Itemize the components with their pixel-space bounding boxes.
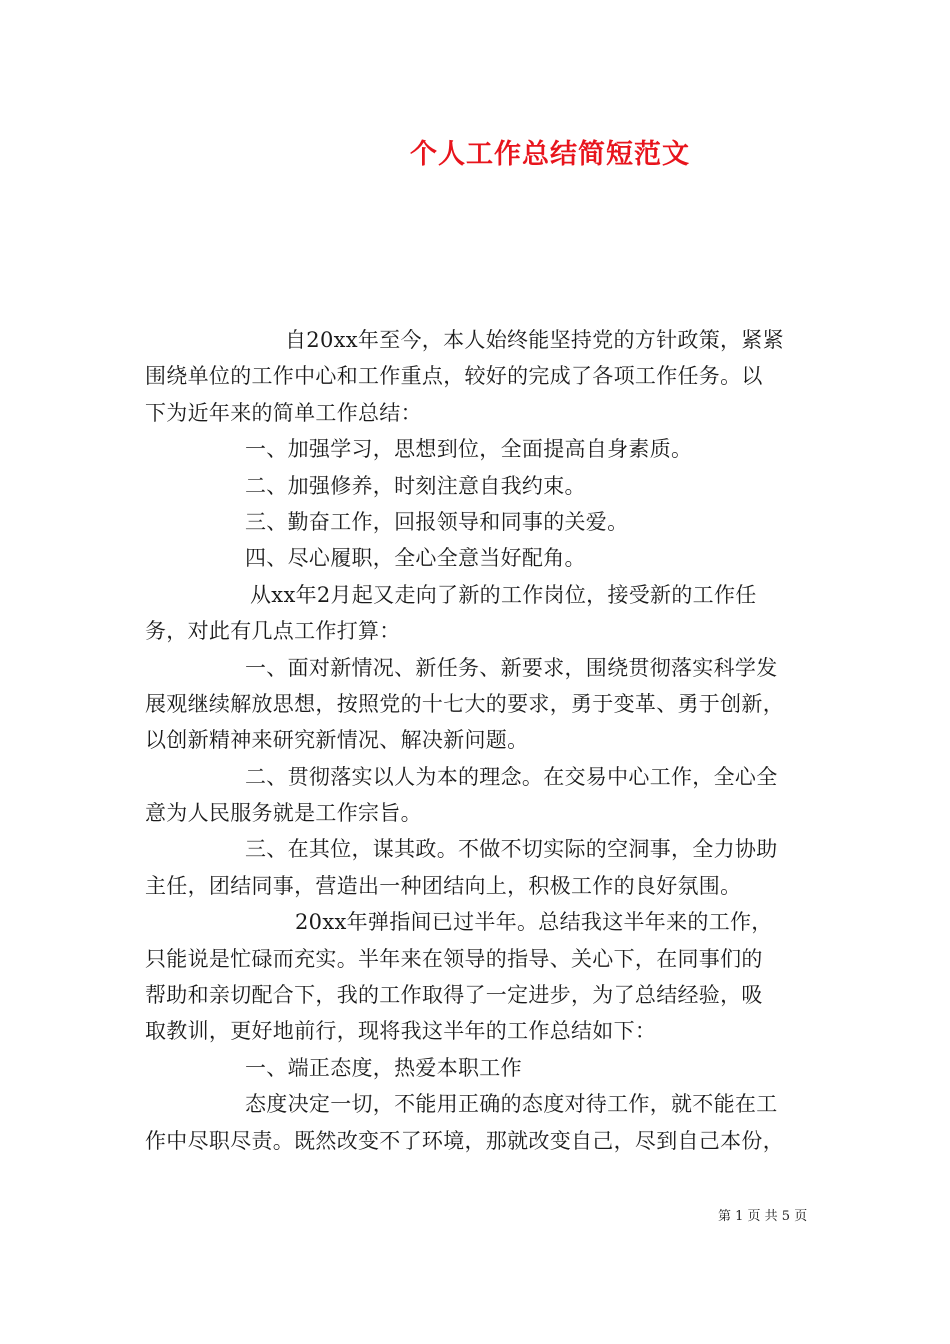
text-line: 下为近年来的简单工作总结： bbox=[145, 400, 422, 425]
page-number-footer: 第 1 页 共 5 页 bbox=[718, 1209, 808, 1224]
text-line: 二、加强修养，时刻注意自我约束。 bbox=[245, 473, 586, 498]
text-line: 从xx年2月起又走向了新的工作岗位，接受新的工作任 bbox=[250, 582, 757, 607]
text-line: 围绕单位的工作中心和工作重点，较好的完成了各项工作任务。以 bbox=[145, 364, 763, 389]
text-line: 主任，团结同事，营造出一种团结向上，积极工作的良好氛围。 bbox=[145, 873, 742, 898]
text-line: 一、端正态度，热爱本职工作 bbox=[245, 1055, 522, 1080]
text-line: 一、加强学习，思想到位，全面提高自身素质。 bbox=[245, 437, 693, 462]
text-line: 取教训，更好地前行，现将我这半年的工作总结如下： bbox=[145, 1019, 657, 1044]
text-line: 自20xx年至今，本人始终能坚持党的方针政策，紧紧 bbox=[285, 328, 784, 352]
text-line: 务，对此有几点工作打算： bbox=[145, 619, 401, 644]
text-line: 展观继续解放思想，按照党的十七大的要求，勇于变革、勇于创新， bbox=[145, 691, 784, 716]
text-line: 三、勤奋工作，回报领导和同事的关爱。 bbox=[245, 509, 629, 534]
text-line: 四、尽心履职，全心全意当好配角。 bbox=[245, 546, 586, 571]
document-title: 个人工作总结简短范文 bbox=[410, 139, 690, 170]
text-line: 作中尽职尽责。既然改变不了环境，那就改变自己，尽到自己本份， bbox=[145, 1128, 784, 1153]
text-line: 帮助和亲切配合下，我的工作取得了一定进步，为了总结经验，吸 bbox=[145, 983, 763, 1008]
text-line: 20xx年弹指间已过半年。总结我这半年来的工作， bbox=[295, 910, 773, 935]
text-line: 三、在其位，谋其政。不做不切实际的空洞事，全力协助 bbox=[245, 837, 778, 862]
text-line: 意为人民服务就是工作宗旨。 bbox=[145, 801, 422, 826]
text-line: 只能说是忙碌而充实。半年来在领导的指导、关心下，在同事们的 bbox=[145, 946, 763, 971]
text-line: 以创新精神来研究新情况、解决新问题。 bbox=[145, 728, 529, 753]
text-line: 态度决定一切，不能用正确的态度对待工作，就不能在工 bbox=[245, 1092, 778, 1117]
document-body bbox=[145, 322, 825, 1159]
text-line: 一、面对新情况、新任务、新要求，围绕贯彻落实科学发 bbox=[245, 655, 778, 680]
text-line: 二、贯彻落实以人为本的理念。在交易中心工作，全心全 bbox=[245, 764, 778, 789]
